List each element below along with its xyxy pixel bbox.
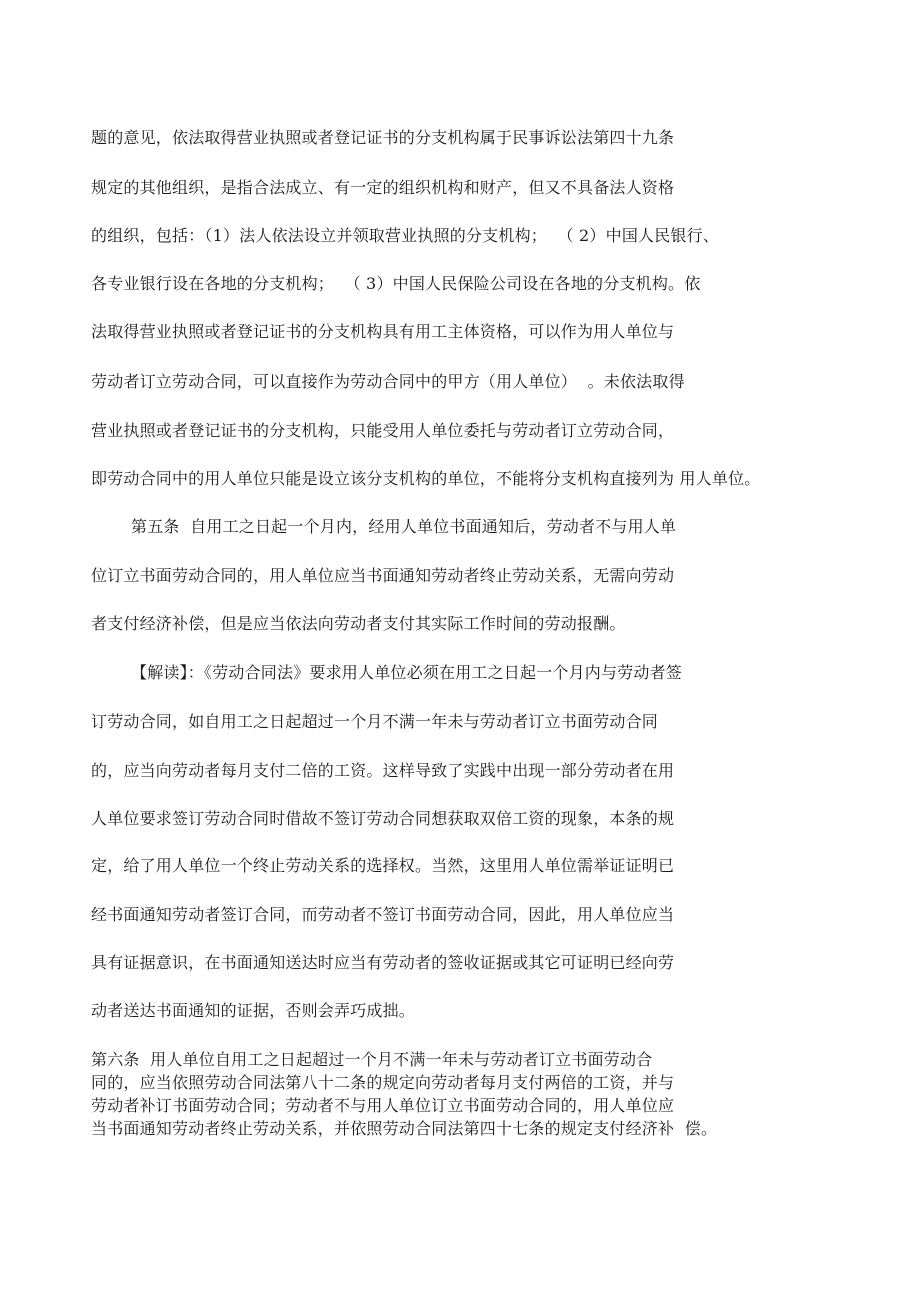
- text-line: 经书面通知劳动者签订合同，而劳动者不签订书面劳动合同，因此，用人单位应当: [91, 905, 675, 924]
- text-line: 当书面通知劳动者终止劳动关系，并依照劳动合同法第四十七条的规定支付经济补 偿。: [91, 1119, 718, 1138]
- text-line: 的组织，包括：（1）法人依法设立并领取营业执照的分支机构； （ 2）中国人民银行、: [91, 226, 720, 245]
- text-line: 劳动者订立劳动合同，可以直接作为劳动合同中的甲方（用人单位） 。未依法取得: [91, 372, 685, 391]
- text-line: 各专业银行设在各地的分支机构； （ 3）中国人民保险公司设在各地的分支机构。依: [91, 274, 701, 293]
- text-line: 动者送达书面通知的证据，否则会弄巧成拙。: [91, 1001, 416, 1020]
- text-line: 人单位要求签订劳动合同时借故不签订劳动合同想获取双倍工资的现象，本条的规: [91, 809, 675, 828]
- text-line: 法取得营业执照或者登记证书的分支机构具有用工主体资格，可以作为用人单位与: [91, 322, 675, 341]
- text-line: 位订立书面劳动合同的，用人单位应当书面通知劳动者终止劳动关系，无需向劳动: [91, 566, 675, 585]
- text-line: 的，应当向劳动者每月支付二倍的工资。这样导致了实践中出现一部分劳动者在用: [91, 761, 675, 780]
- interpretation-heading-line: 【解读】：《劳动合同法》要求用人单位必须在用工之日起一个月内与劳动者签: [131, 663, 683, 682]
- text-line: 具有证据意识，在书面通知送达时应当有劳动者的签收证据或其它可证明已经向劳: [91, 953, 675, 972]
- text-line: 规定的其他组织，是指合法成立、有一定的组织机构和财产，但又不具备法人资格: [91, 178, 675, 197]
- text-line: 劳动者补订书面劳动合同；劳动者不与用人单位订立书面劳动合同的，用人单位应: [91, 1096, 675, 1115]
- text-line: 第六条 用人单位自用工之日起超过一个月不满一年未与劳动者订立书面劳动合: [91, 1050, 653, 1069]
- text-line: 定，给了用人单位一个终止劳动关系的选择权。当然，这里用人单位需举证证明已: [91, 856, 675, 875]
- text-line: 题的意见，依法取得营业执照或者登记证书的分支机构属于民事诉讼法第四十九条: [91, 128, 675, 147]
- text-line: 营业执照或者登记证书的分支机构，只能受用人单位委托与劳动者订立劳动合同，: [91, 421, 675, 440]
- text-line: 即劳动合同中的用人单位只能是设立该分支机构的单位，不能将分支机构直接列为 用人单位。: [91, 469, 761, 488]
- text-line: 者支付经济补偿，但是应当依法向劳动者支付其实际工作时间的劳动报酬。: [91, 614, 626, 633]
- text-line: 第五条 自用工之日起一个月内，经用人单位书面通知后，劳动者不与用人单: [131, 517, 677, 536]
- text-line: 同的，应当依照劳动合同法第八十二条的规定向劳动者每月支付两倍的工资，并与: [91, 1073, 675, 1092]
- text-line: 订劳动合同，如自用工之日起超过一个月不满一年未与劳动者订立书面劳动合同: [91, 712, 659, 731]
